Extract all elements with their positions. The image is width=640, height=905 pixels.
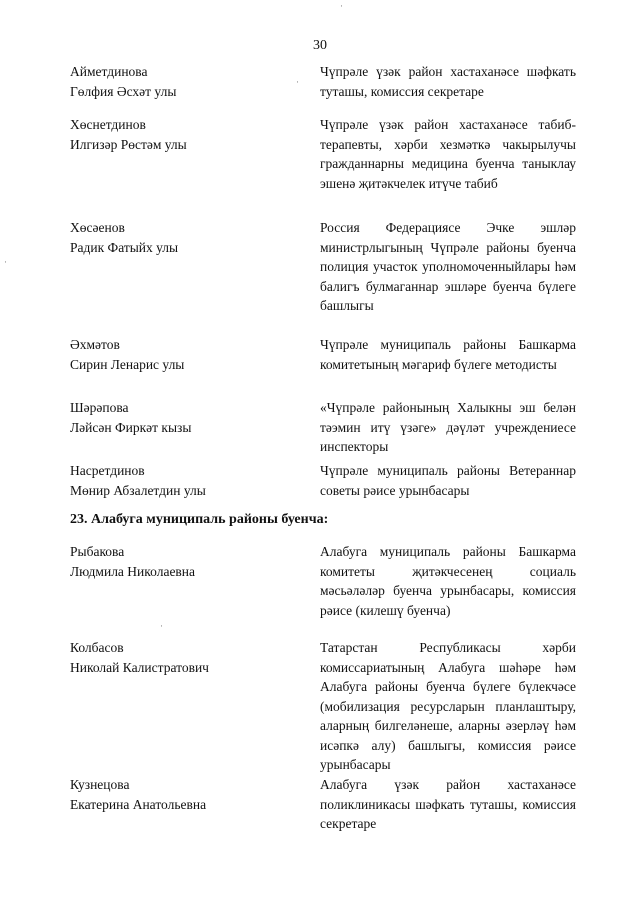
member-name (70, 461, 300, 500)
member-name (70, 218, 300, 257)
member-surname: Айметдинова (70, 64, 148, 79)
section-heading: 23. Алабуга муниципаль районы буенча: (70, 512, 329, 527)
scan-speck: · (296, 77, 299, 87)
member-surname: Колбасов (70, 640, 124, 655)
member-role: Чүпрәле үзәк район хастаханәсе табиб-терапевты, хәрби хезмәткә чакырылучы гражданнарны медицина буенча таныклау эшенә җитәкчелек итүче табиб (320, 117, 576, 191)
member-given-name: Гөлфия Әсхәт улы (70, 83, 177, 99)
member-name (70, 398, 300, 437)
member-given-name: Радик Фатыйх улы (70, 239, 179, 255)
member-surname: Насретдинов (70, 463, 145, 478)
member-surname: Рыбакова (70, 544, 125, 559)
member-given-name: Илгизәр Рөстәм улы (70, 136, 187, 152)
scan-speck: · (340, 1, 343, 11)
member-name (70, 638, 300, 677)
member-surname: Хөснетдинов (70, 117, 146, 132)
member-role: Чүпрәле муниципаль районы Башкарма комитетының мәгариф бүлеге методисты (320, 337, 576, 372)
member-given-name: Николай Калистратович (70, 659, 209, 675)
member-given-name: Ләйсән Фиркәт кызы (70, 419, 192, 435)
member-surname: Шәрәпова (70, 400, 129, 415)
member-role: «Чүпрәле районының Халыкны эш белән тәэмин итү үзәге» дәүләт учреждениесе инспекторы (320, 400, 576, 454)
member-name (70, 775, 300, 814)
member-role: Татарстан Республикасы хәрби комиссариатының Алабуга шәһәре һәм Алабуга районы буенча бүлеге бүлекчәсе (мобилизация ресурсларын планлаштыру, аларның билгеләнеше, аларны әзерләү һәм исәпкә алу) башлыгы, комиссия рәисе урынбасары (320, 640, 576, 772)
member-role: Алабуга үзәк район хастаханәсе поликлиникасы шәфкать туташы, комиссия секретаре (320, 777, 576, 831)
page-number: 30 (313, 38, 327, 53)
member-name (70, 115, 300, 154)
member-surname: Әхмәтов (70, 337, 120, 352)
member-role: Чүпрәле үзәк район хастаханәсе шәфкать туташы, комиссия секретаре (320, 64, 576, 99)
member-role: Чүпрәле муниципаль районы Ветераннар советы рәисе урынбасары (320, 463, 576, 498)
member-given-name: Людмила Николаевна (70, 563, 196, 579)
member-given-name: Мөнир Абзалетдин улы (70, 482, 206, 498)
member-role: Алабуга муниципаль районы Башкарма комитеты җитәкчесенең социаль мәсьәләләр буенча урынбасары, комиссия рәисе (килешү буенча) (320, 544, 576, 618)
member-name (70, 542, 300, 581)
member-name (70, 62, 300, 101)
member-surname: Хөсәенов (70, 220, 125, 235)
member-given-name: Сирин Ленарис улы (70, 356, 185, 372)
scan-speck: · (4, 257, 7, 267)
member-role: Россия Федерациясе Эчке эшләр министрлыгының Чүпрәле районы буенча полиция участок уполномоченныйлары һәм балигъ булмаганнар эшләре буенча бүлеге башлыгы (320, 220, 576, 313)
member-given-name: Екатерина Анатольевна (70, 796, 207, 812)
member-name (70, 335, 300, 374)
scan-speck: · (160, 621, 163, 631)
member-surname: Кузнецова (70, 777, 130, 792)
